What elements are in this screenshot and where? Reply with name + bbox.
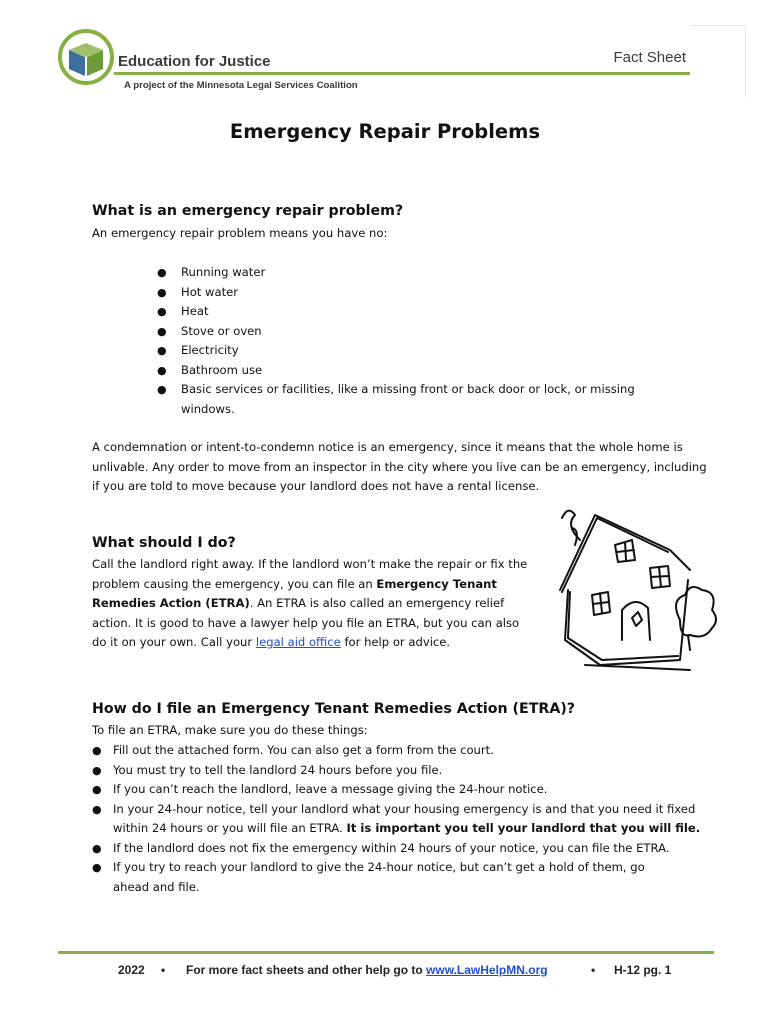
what-to-do-paragraph: Call the landlord right away. If the landlord won’t make the repair or fix the problem causing the emergency, you can file an Emergency Tenant Remedies Action (ETRA). An ETRA is also called an emergency relief action. It is good to have a lawyer help you file an ETRA, but you can also do it on your own. Call your legal aid office for help or advice. xyxy=(92,557,528,649)
etra-term: Emergency Tenant Remedies Action (ETRA) xyxy=(92,576,497,610)
house-sketch-icon xyxy=(540,500,720,685)
footer-rule xyxy=(58,951,714,954)
important-note: It is important you tell your landlord that you will file. xyxy=(346,821,701,835)
list-item: ● Fill out the attached form. You can also get a form from the court. xyxy=(92,743,494,757)
list-item: ● Bathroom use xyxy=(157,362,263,377)
list-item: ● Stove or oven xyxy=(157,323,262,338)
footer-bullet: • xyxy=(591,963,596,977)
list-item: ● Electricity xyxy=(157,343,239,357)
list-item: ● Running water xyxy=(157,265,266,279)
org-subtitle: A project of the Minnesota Legal Services Coalition xyxy=(124,80,358,91)
how-to-file-intro: To file an ETRA, make sure you do these things: xyxy=(92,723,368,737)
emergency-list xyxy=(157,263,661,419)
footer-bullet: • xyxy=(161,963,166,977)
section-heading-how-to-file: How do I file an Emergency Tenant Remedies Action (ETRA)? xyxy=(92,701,576,717)
legal-aid-link[interactable]: legal aid office xyxy=(255,635,341,649)
section-heading-what-is: What is an emergency repair problem? xyxy=(92,203,404,219)
page-number: H-12 pg. 1 xyxy=(614,963,672,977)
footer-year: 2022 xyxy=(118,963,145,977)
list-item: ● Hot water xyxy=(157,284,239,299)
doc-type-label: Fact Sheet xyxy=(613,49,686,66)
list-item: ● You must try to tell the landlord 24 hours before you file. xyxy=(92,762,443,777)
list-item: ● In your 24-hour notice, tell your landlord what your housing emergency is and that you need it fixed within 24 hours or you will file an ETRA. It is important you tell your landlord that you will file. xyxy=(92,801,701,835)
section-intro: An emergency repair problem means you have no: xyxy=(92,226,388,240)
condemnation-paragraph: A condemnation or intent-to-condemn notice is an emergency, since it means that the whole home is unlivable. Any order to move from an inspector in the city where you live can be an emergency, including if you are told to move because your landlord does not have a rental license. xyxy=(92,440,707,493)
page-title: Emergency Repair Problems xyxy=(229,120,541,143)
list-item: ● If you try to reach your landlord to give the 24-hour notice, but can’t get a hold of them, go ahead and file. xyxy=(92,860,645,894)
section-heading-what-to-do: What should I do? xyxy=(92,535,236,551)
org-name: Education for Justice xyxy=(118,53,271,70)
frame-line xyxy=(690,25,745,26)
footer-text: For more fact sheets and other help go to www.LawHelpMN.org xyxy=(186,963,548,977)
lawhelpmn-link[interactable]: www.LawHelpMN.org xyxy=(426,963,548,977)
page-header xyxy=(0,0,770,100)
list-item: ● If the landlord does not fix the emergency within 24 hours of your notice, you can file the ETRA. xyxy=(92,840,670,855)
etra-steps-list xyxy=(92,741,713,897)
list-item: ● Heat xyxy=(157,304,209,318)
list-item: ● Basic services or facilities, like a missing front or back door or lock, or missing windows. xyxy=(157,382,635,416)
header-rule xyxy=(114,72,690,75)
frame-line xyxy=(745,25,746,97)
list-item: ● If you can’t reach the landlord, leave a message giving the 24-hour notice. xyxy=(92,782,548,796)
book-logo-icon xyxy=(57,28,115,86)
